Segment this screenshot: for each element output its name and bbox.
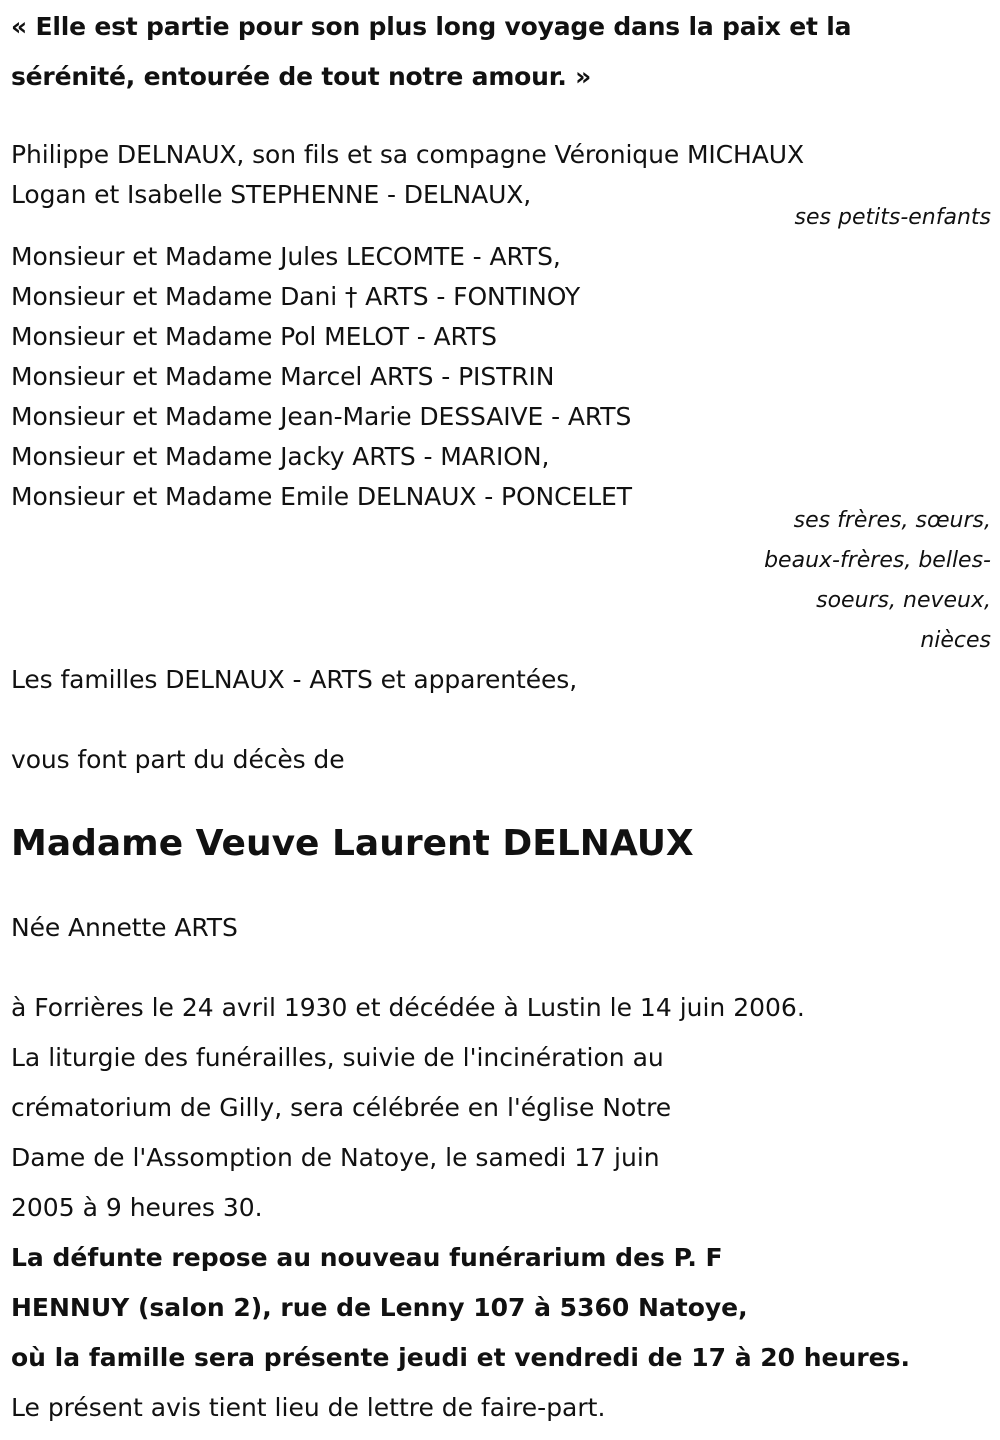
sibling-line: Monsieur et Madame Jules LECOMTE - ARTS, bbox=[11, 242, 561, 271]
role-siblings: beaux-frères, belles- bbox=[764, 548, 991, 573]
visitation-line: où la famille sera présente jeudi et vendredi de 17 à 20 heures. bbox=[11, 1343, 910, 1372]
visitation-line: La défunte repose au nouveau funérarium des P. F bbox=[11, 1243, 723, 1272]
family-line-son: Philippe DELNAUX, son fils et sa compagne Véronique MICHAUX bbox=[11, 140, 804, 169]
announcement-line: vous font part du décès de bbox=[11, 745, 345, 774]
sibling-line: Monsieur et Madame Emile DELNAUX - PONCELET bbox=[11, 482, 632, 511]
role-siblings: soeurs, neveux, bbox=[816, 588, 991, 613]
birth-name: Née Annette ARTS bbox=[11, 913, 238, 942]
quote-line: « Elle est partie pour son plus long voyage dans la paix et la bbox=[11, 12, 852, 41]
sibling-line: Monsieur et Madame Dani † ARTS - FONTINOY bbox=[11, 282, 581, 311]
sibling-line: Monsieur et Madame Marcel ARTS - PISTRIN bbox=[11, 362, 555, 391]
family-line-grandchildren: Logan et Isabelle STEPHENNE - DELNAUX, bbox=[11, 180, 532, 209]
sibling-line: Monsieur et Madame Pol MELOT - ARTS bbox=[11, 322, 497, 351]
details-line: La liturgie des funérailles, suivie de l'incinération au bbox=[11, 1043, 664, 1072]
details-line: 2005 à 9 heures 30. bbox=[11, 1193, 263, 1222]
role-siblings: ses frères, sœurs, bbox=[793, 508, 991, 533]
details-line: crématorium de Gilly, sera célébrée en l'église Notre bbox=[11, 1093, 672, 1122]
funeral-details bbox=[11, 983, 911, 1433]
details-line: à Forrières le 24 avril 1930 et décédée à Lustin le 14 juin 2006. bbox=[11, 993, 805, 1022]
role-siblings: nièces bbox=[920, 628, 991, 653]
details-line: Dame de l'Assomption de Natoye, le samedi 17 juin bbox=[11, 1143, 660, 1172]
quote-line: sérénité, entourée de tout notre amour. » bbox=[11, 62, 592, 91]
deceased-name: Madame Veuve Laurent DELNAUX bbox=[11, 823, 694, 864]
visitation-line: HENNUY (salon 2), rue de Lenny 107 à 5360 Natoye, bbox=[11, 1293, 748, 1322]
closing-line: Le présent avis tient lieu de lettre de faire-part. bbox=[11, 1393, 606, 1422]
sibling-line: Monsieur et Madame Jean-Marie DESSAIVE - ARTS bbox=[11, 402, 632, 431]
sibling-line: Monsieur et Madame Jacky ARTS - MARION, bbox=[11, 442, 550, 471]
families-line: Les familles DELNAUX - ARTS et apparentées, bbox=[11, 665, 578, 694]
role-grandchildren: ses petits-enfants bbox=[794, 205, 991, 230]
epitaph-quote bbox=[11, 2, 911, 102]
